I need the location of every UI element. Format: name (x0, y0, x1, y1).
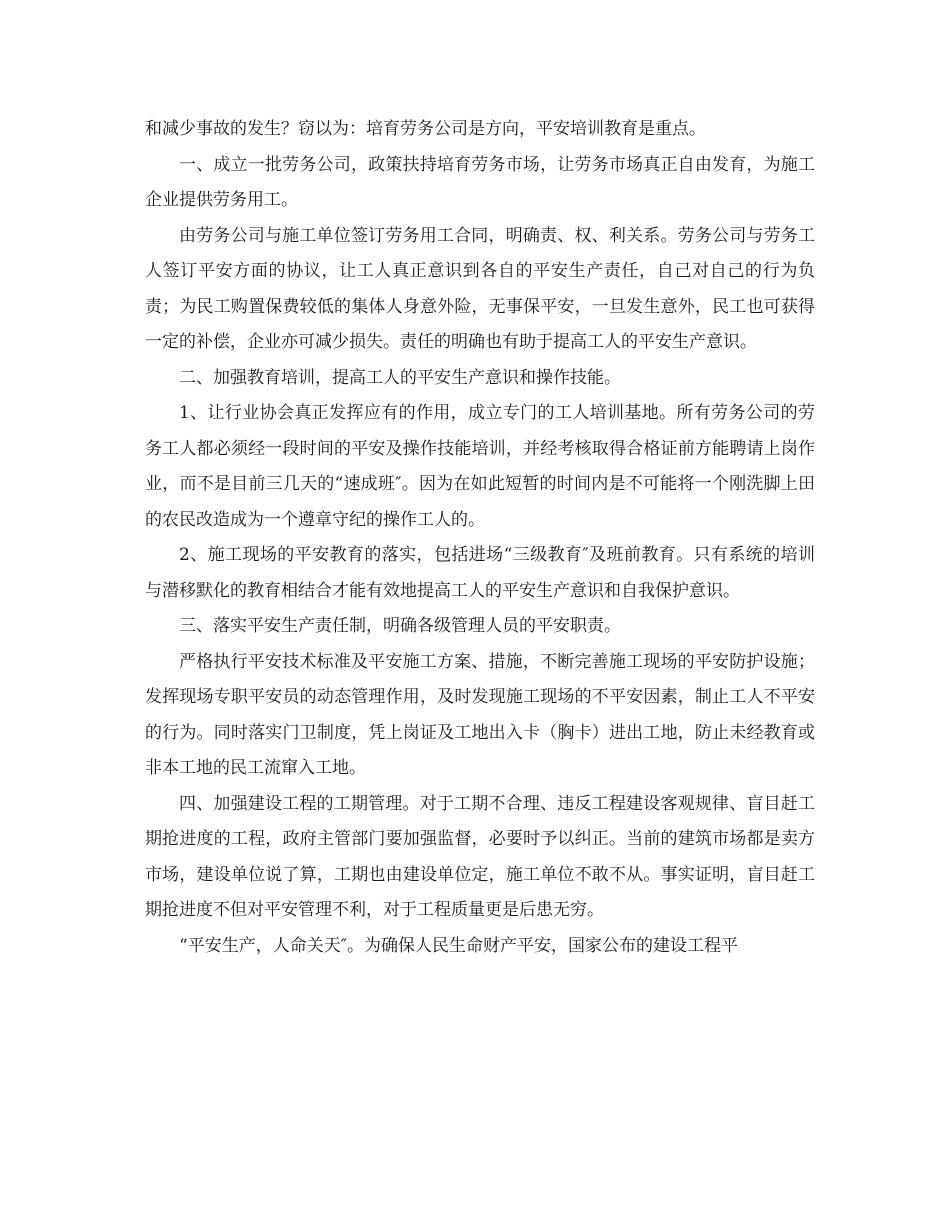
paragraph-8: 四、加强建设工程的工期管理。对于工期不合理、违反工程建设客观规律、盲目赶工期抢进度的工程，政府主管部门要加强监督，必要时予以纠正。当前的建筑市场都是卖方市场，建设单位说了算，工期也由建设单位定，施工单位不敢不从。事实证明，盲目赶工期抢进度不但对平安管理不利，对于工程质量更是后患无穷。 (145, 793, 815, 920)
paragraph-3: 二、加强教育培训，提高工人的平安生产意识和操作技能。 (179, 367, 621, 388)
paragraph-9: “平安生产，人命关天″。为确保人民生命财产平安，国家公布的建设工程平 (179, 935, 739, 956)
paragraph-1: 一、成立一批劳务公司，政策扶持培育劳务市场，让劳务市场真正自由发育，为施工企业提供劳务用工。 (145, 154, 815, 210)
paragraph-0: 和减少事故的发生？窃以为：培育劳务公司是方向，平安培训教育是重点。 (145, 119, 706, 139)
document-body (145, 112, 815, 964)
paragraph-7: 严格执行平安技术标准及平安施工方案、措施，不断完善施工现场的平安防护设施；发挥现场专职平安员的动态管理作用，及时发现施工现场的不平安因素，制止工人不平安的行为。同时落实门卫制度，凭上岗证及工地出入卡（胸卡）进出工地，防止未经教育或非本工地的民工流窜入工地。 (145, 651, 815, 778)
paragraph-5: 2、施工现场的平安教育的落实，包括进场“三级教育″及班前教育。只有系统的培训与潜移默化的教育相结合才能有效地提高工人的平安生产意识和自我保护意识。 (145, 545, 815, 601)
paragraph-4: 1、让行业协会真正发挥应有的作用，成立专门的工人培训基地。所有劳务公司的劳务工人都必须经一段时间的平安及操作技能培训，并经考核取得合格证前方能聘请上岗作业，而不是目前三几天的“速成班″。因为在如此短暂的时间内是不可能将一个刚洗脚上田的农民改造成为一个遵章守纪的操作工人的。 (145, 403, 815, 530)
paragraph-2: 由劳务公司与施工单位签订劳务用工合同，明确责、权、利关系。劳务公司与劳务工人签订平安方面的协议，让工人真正意识到各自的平安生产责任，自己对自己的行为负责；为民工购置保费较低的集体人身意外险，无事保平安，一旦发生意外，民工也可获得一定的补偿，企业亦可减少损失。责任的明确也有助于提高工人的平安生产意识。 (145, 225, 815, 352)
paragraph-6: 三、落实平安生产责任制，明确各级管理人员的平安职责。 (179, 616, 621, 636)
